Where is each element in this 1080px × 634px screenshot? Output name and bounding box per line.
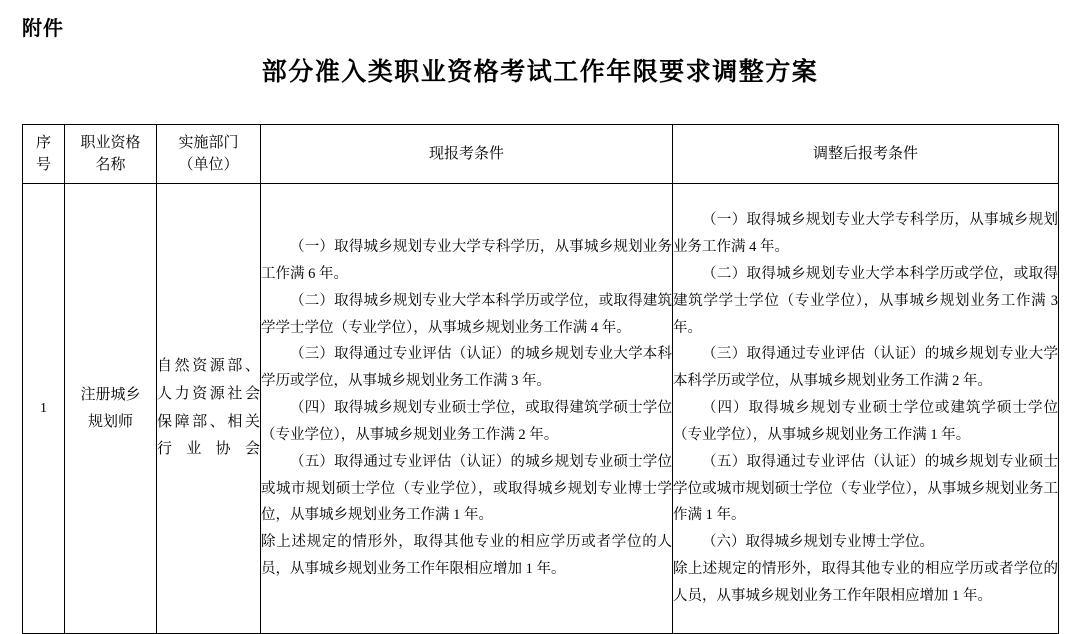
table-header-row (23, 125, 1059, 184)
current-item-note: 除上述规定的情形外，取得其他专业的相应学历或者学位的人员，从事城乡规划业务工作年限相应增加 1 年。 (261, 534, 672, 577)
column-header-name (65, 125, 157, 184)
column-header-name-line1: 职业资格 (80, 134, 141, 151)
current-item: （五）取得通过专业评估（认证）的城乡规划专业硕士学位或城市规划硕士学位（专业学位），或取得城乡规划专业博士学位，从事城乡规划业务工作满 1 年。 (261, 453, 672, 524)
page-title: 部分准入类职业资格考试工作年限要求调整方案 (261, 59, 819, 86)
table-row (23, 184, 1059, 634)
attachment-label: 附件 (22, 18, 64, 40)
current-item: （一）取得城乡规划专业大学专科学历，从事城乡规划业务工作满 6 年。 (261, 239, 672, 283)
current-item: （三）取得通过专业评估（认证）的城乡规划专业大学本科学历或学位，从事城乡规划业务工作满 3 年。 (261, 346, 672, 390)
column-header-seq-line2: 号 (35, 157, 51, 173)
adjusted-item: （三）取得通过专业评估（认证）的城乡规划专业大学本科学历或学位，从事城乡规划业务工作满 2 年。 (673, 346, 1058, 390)
column-header-seq-line1: 序 (35, 134, 51, 151)
cell-qualification-name (65, 184, 157, 634)
column-header-current-conditions: 现报考条件 (261, 125, 673, 184)
column-header-seq (23, 125, 65, 184)
qualification-name-line2: 规划师 (87, 413, 133, 430)
column-header-department-line1: 实施部门 (178, 134, 239, 151)
cell-current-conditions (261, 184, 673, 634)
requirements-table-wrapper (22, 124, 1058, 634)
adjusted-item: （六）取得城乡规划专业博士学位。 (702, 534, 934, 551)
cell-sequence-number: 1 (23, 184, 65, 634)
cell-implementing-department: 自然资源部、人力资源社会保障部、相关行业协会 (157, 184, 261, 634)
column-header-name-line2: 名称 (95, 157, 126, 173)
adjusted-item: （五）取得通过专业评估（认证）的城乡规划专业硕士学位或城市规划硕士学位（专业学位），从事城乡规划业务工作满 1 年。 (673, 453, 1058, 524)
requirements-table (22, 124, 1059, 634)
column-header-department (157, 125, 261, 184)
adjusted-item: （二）取得城乡规划专业大学本科学历或学位，或取得建筑学学士学位（专业学位），从事城乡规划业务工作满 3 年。 (673, 266, 1058, 336)
adjusted-item-note: 除上述规定的情形外，取得其他专业的相应学历或者学位的人员，从事城乡规划业务工作年限相应增加 1 年。 (673, 560, 1058, 604)
column-header-department-line2: （单位） (178, 157, 239, 173)
current-item: （二）取得城乡规划专业大学本科学历或学位，或取得建筑学学士学位（专业学位），从事城乡规划业务工作满 4 年。 (261, 292, 672, 336)
adjusted-item: （一）取得城乡规划专业大学专科学历，从事城乡规划业务工作满 4 年。 (673, 212, 1058, 256)
column-header-adjusted-conditions: 调整后报考条件 (673, 125, 1059, 184)
qualification-name-line1: 注册城乡 (80, 386, 141, 403)
current-item: （四）取得城乡规划专业硕士学位，或取得建筑学硕士学位（专业学位），从事城乡规划业务工作满 2 年。 (261, 400, 672, 443)
cell-adjusted-conditions (673, 184, 1059, 634)
adjusted-item: （四）取得城乡规划专业硕士学位或建筑学硕士学位（专业学位），从事城乡规划业务工作满 1 年。 (673, 400, 1058, 443)
